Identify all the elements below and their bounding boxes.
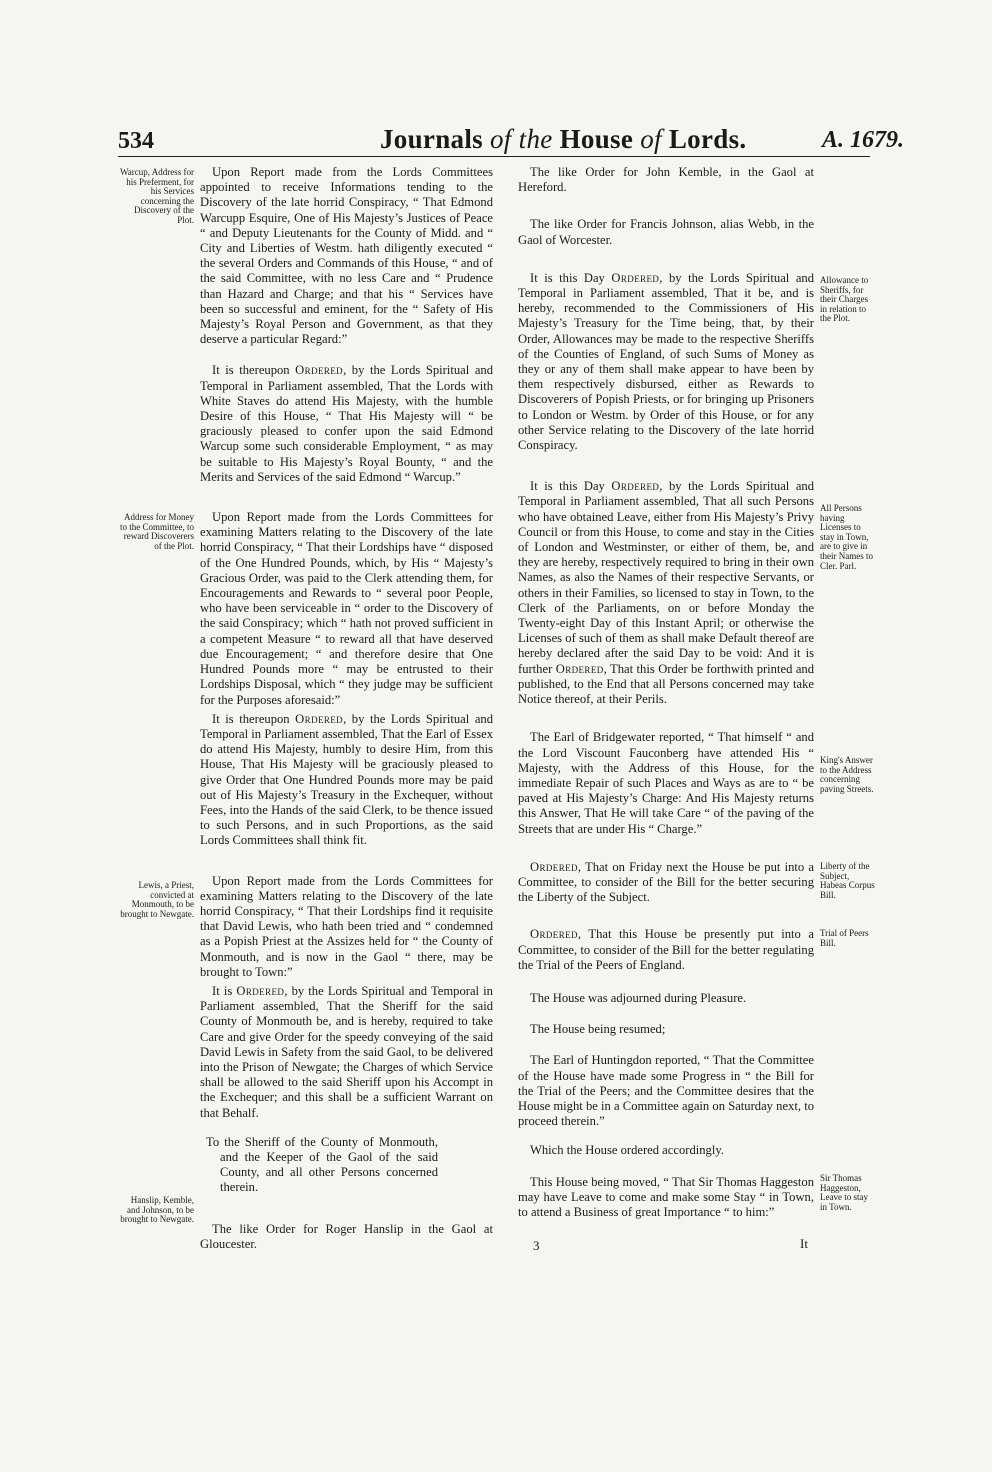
margin-note-licenses: All Persons having Licenses to stay in Town, are to give in their Names to Cler. Parl. bbox=[820, 503, 873, 571]
paragraph-huntingdon-report: The Earl of Huntingdon reported, “ That the Committee of the House have made some Progress in “ the Bill for the Trial of the Peers; and the Committee desires that the House might be in a Committee again on Saturday next, to proceed therein.” bbox=[518, 1053, 814, 1129]
running-title bbox=[380, 124, 746, 155]
page-number: 534 bbox=[118, 128, 154, 154]
paragraph-lewis-order: It is Ordered, by the Lords Spiritual and Temporal in Parliament assembled, That the Sheriff for the said County of Monmouth be, and is hereby, required to take Care and give Order for the speedy conveying of the said David Lewis in Safety from the said Gaol, to be delivered into the Prison of Newgate; the Charges of which Service shall be allowed to the said Sheriff upon his Accompt in the Exchequer; and this shall be a sufficient Warrant on that Behalf. bbox=[200, 983, 493, 1120]
paragraph-liberty-order: Ordered, That on Friday next the House be put into a Committee, to consider of the Bill for the better securing the Liberty of the Subject. bbox=[518, 859, 814, 905]
paragraph-money-order: It is thereupon Ordered, by the Lords Spiritual and Temporal in Parliament assembled, That the Earl of Essex do attend His Majesty, humbly to desire Him, from this House, That His Majesty will be graciously pleased to give Order that One Hundred Pounds more may be paid out of His Majesty’s Treasury in the Exchequer, without Fees, into the Hands of the said Clerk, to be thence issued to such Persons, and in such Proportions, as the said Lords Committees shall think fit. bbox=[200, 711, 493, 848]
title-house: House bbox=[559, 124, 634, 154]
paragraph-hanslip-order: The like Order for Roger Hanslip in the Gaol at Gloucester. bbox=[200, 1221, 493, 1251]
title-of-the: of the bbox=[490, 124, 553, 154]
left-column bbox=[200, 165, 493, 1252]
title-of: of bbox=[640, 124, 662, 154]
margin-note-hanslip: Hanslip, Kemble, and Johnson, to be brought to Newgate. bbox=[120, 1195, 194, 1225]
margin-note-lewis: Lewis, a Priest, convicted at Monmouth, to be brought to Newgate. bbox=[120, 880, 194, 919]
paragraph-haggeston-motion: This House being moved, “ That Sir Thomas Haggeston may have Leave to come and make some Stay “ in Town, to attend a Business of great Importance “ to him:” bbox=[518, 1174, 814, 1219]
paragraph-lewis-report: Upon Report made from the Lords Committees for examining Matters relating to the Discovery of the late horrid Conspiracy, “ That their Lordships find it requisite that David Lewis, who hath been tried and “ condemned as a Popish Priest at the Assizes held for “ the County of Monmouth, and is now in the Gaol “ there, may be brought to Town:” bbox=[200, 873, 493, 979]
paragraph-kemble-order: The like Order for John Kemble, in the Gaol at Hereford. bbox=[518, 165, 814, 195]
paragraph-licenses-order: It is this Day Ordered, by the Lords Spiritual and Temporal in Parliament assembled, That all such Persons who have obtained Leave, either from His Majesty’s Privy Council or from this House, to come and stay in the Cities of London and Westminster, or either of them, be, and they are hereby, respectively required to bring in their own Names, as also the Names of their respective Servants, or others in their Families, so licensed to stay in Town, to the Clerk of the Parliaments, on or before Monday the Twenty-eight Day of this Instant April; or otherwise the Licenses of such of them as shall make Default thereof are hereby declared after the said Day to be void: And it is further Ordered, That this Order be forthwith printed and published, to the End that all Persons concerned may take Notice thereof, at their Perils. bbox=[518, 479, 815, 707]
paragraph-money-report: Upon Report made from the Lords Committees for examining Matters relating to the Discovery of the late horrid Conspiracy, “ That their Lordships have “ disposed of the One Hundred Pounds, which, by His “ Majesty’s Gracious Order, was paid to the Clerk attending them, for Encouragements and Rewards to “ several poor People, who have been serviceable in “ order to the Discovery of the said Conspiracy; which “ hath not proved sufficient in a competent Measure “ to reward all that have deserved due Encouragement; “ and therefore desire that One Hundred Pounds more “ may be entrusted to their Lordships Disposal, which “ they judge may be sufficient for the Purposes aforesaid:” bbox=[200, 510, 493, 707]
right-column bbox=[518, 165, 814, 1220]
margin-note-habeas-corpus: Liberty of the Subject, Habeas Corpus Bill. bbox=[820, 861, 875, 900]
paragraph-ordered-accordingly: Which the House ordered accordingly. bbox=[530, 1143, 724, 1158]
paragraph-bridgewater-report: The Earl of Bridgewater reported, “ That himself “ and the Lord Viscount Fauconberg have attended His “ Majesty, with the Address of this House, for the immediate Repair of such Places and Ways as are to “ be paved at His Majesty’s Charge: And His Majesty returns this Answer, That He will take Care “ of the paving of the Streets that are under His “ Charge.” bbox=[518, 730, 814, 836]
paragraph-trial-peers-order: Ordered, That this House be presently put into a Committee, to consider of the Bill for the better regulating the Trial of the Peers of England. bbox=[518, 927, 814, 972]
paragraph-warcup-report: Upon Report made from the Lords Committees appointed to receive Informations tending to the Discovery of the late horrid Conspiracy, “ That Edmond Warcupp Esquire, One of His Majesty’s Justices of Peace “ and Deputy Lieutenants for the County of Midd. and “ City and Liberties of Westm. hath diligently executed “ the several Orders and Commands of this House, “ and of the said Committee, with no less Care and “ Prudence than Hazard and Charge; and that his “ Services have been so successful and eminent, for the “ Safety of His Majesty’s Royal Person and Government, as that they deserve a particular Regard:” bbox=[200, 165, 493, 347]
margin-note-sheriffs-allowance: Allowance to Sheriffs, for their Charges in relation to the Plot. bbox=[820, 275, 869, 324]
margin-note-haggeston: Sir Thomas Haggeston, Leave to stay in Town. bbox=[820, 1173, 868, 1212]
margin-note-trial-peers: Trial of Peers Bill. bbox=[820, 928, 869, 948]
margin-note-address-money: Address for Money to the Committee, to reward Discoverers of the Plot. bbox=[120, 512, 194, 551]
paragraph-address-sheriff: To the Sheriff of the County of Monmouth, and the Keeper of the Gaol of the said County, and all other Persons concerned therein. bbox=[206, 1134, 438, 1195]
margin-note-kings-answer: King's Answer to the Address concerning paving Streets. bbox=[820, 755, 874, 794]
paragraph-johnson-order: The like Order for Francis Johnson, alias Webb, in the Gaol of Worcester. bbox=[518, 217, 814, 247]
paragraph-sheriffs-allowance: It is this Day Ordered, by the Lords Spiritual and Temporal in Parliament assembled, That it be, and is hereby, recommended to the Commissioners of His Majesty’s Treasury for the Time being, that, by their Order, Allowances may be made to the respective Sheriffs of the Counties of England, of such Sums of Money as they or any of them shall make appear to have been by them respectively disbursed, either as Rewards to Discoverers of Popish Priests, or for bringing up Prisoners to London or Westm. by Order of this House, or for any other Service relating to the Discovery of the late horrid Conspiracy. bbox=[518, 270, 815, 453]
signature-mark: 3 bbox=[533, 1238, 540, 1253]
margin-note-warcup: Warcup, Address for his Preferment, for his Services concerning the Discovery of the Plot. bbox=[119, 167, 194, 225]
header-rule bbox=[118, 156, 870, 157]
paragraph-warcup-order: It is thereupon Ordered, by the Lords Spiritual and Temporal in Parliament assembled, That the Lords with White Staves do attend His Majesty, with the humble Desire of this House, “ That His Majesty will “ be graciously pleased to confer upon the said Edmond Warcup some such considerable Employment, “ as may be suitable to His Majesty’s Royal Bounty, “ and the Merits and Services of the said Edmond “ Warcup.” bbox=[200, 363, 493, 484]
year-heading: A. 1679. bbox=[822, 127, 905, 153]
title-lords: Lords. bbox=[668, 124, 747, 154]
title-journals: Journals bbox=[380, 124, 483, 154]
catchword: It bbox=[800, 1236, 808, 1251]
paragraph-resumed: The House being resumed; bbox=[530, 1022, 666, 1037]
paragraph-adjourned: The House was adjourned during Pleasure. bbox=[530, 990, 747, 1005]
